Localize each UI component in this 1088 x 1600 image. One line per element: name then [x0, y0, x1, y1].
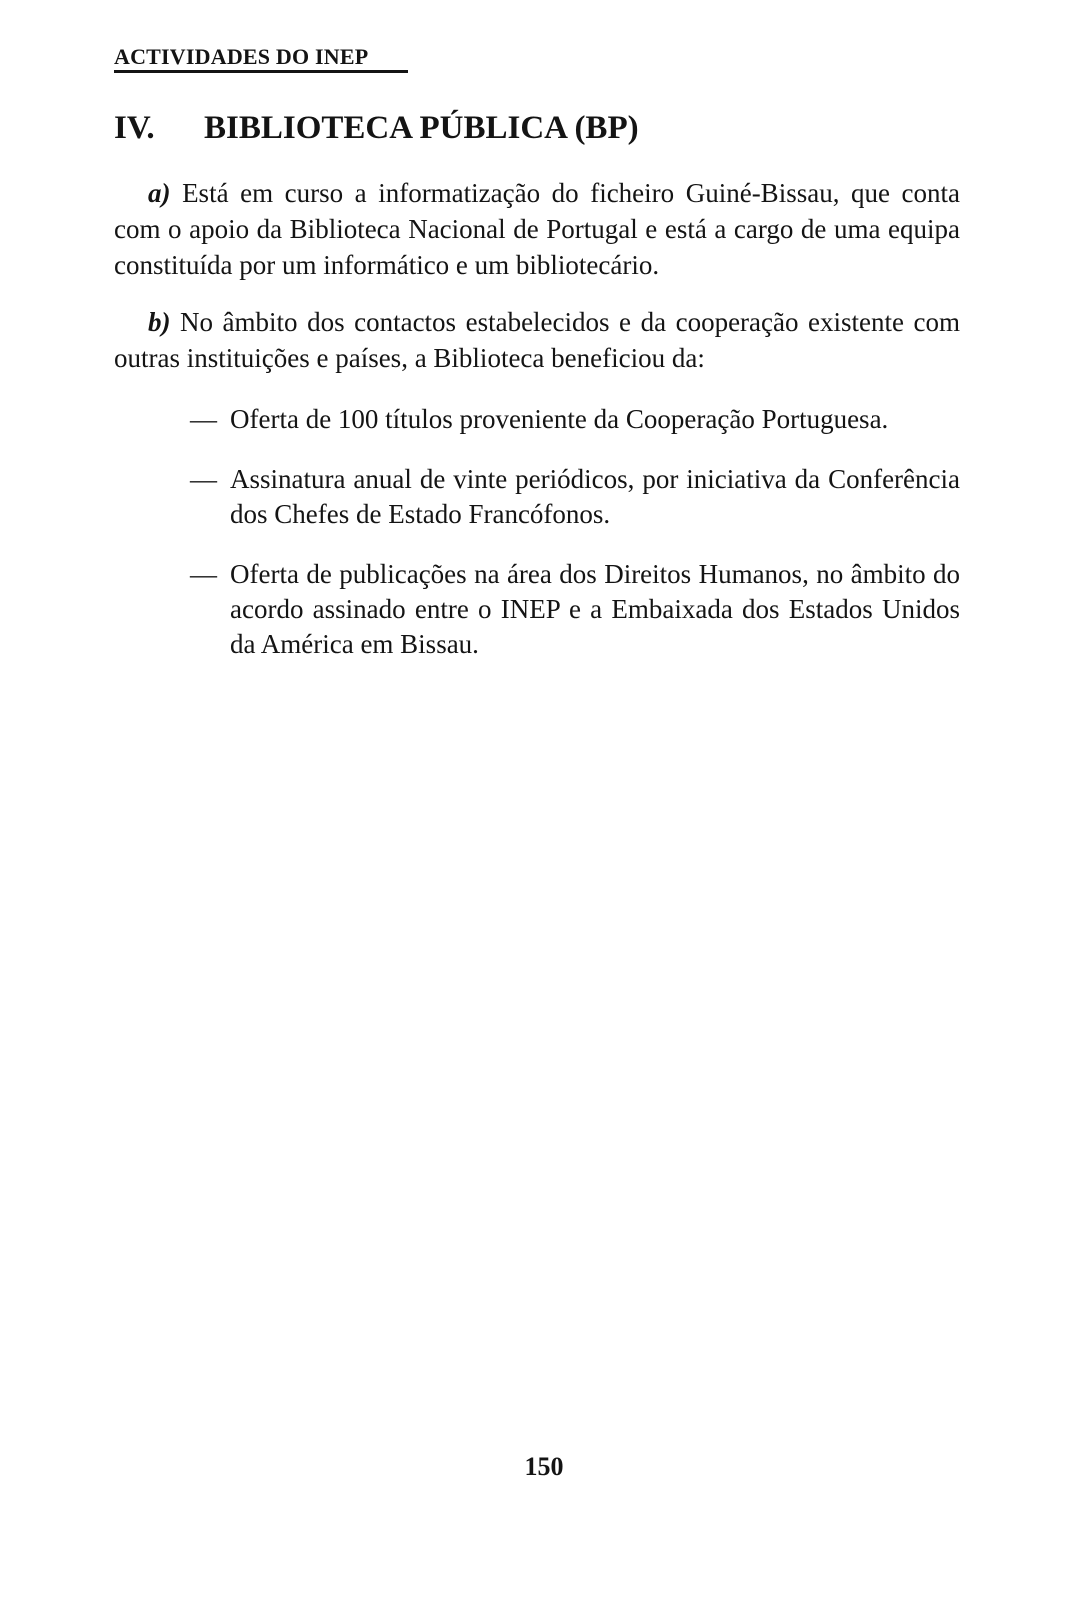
paragraph-a-text: Está em curso a informatização do ficheiro Guiné-Bissau, que conta com o apoio da Biblioteca Nacional de Portugal e está a cargo de uma equipa constituída por um informático e um bibliotecário. — [114, 178, 960, 280]
bullet-list — [190, 402, 960, 687]
list-item-text: Assinatura anual de vinte periódicos, por iniciativa da Conferência dos Chefes de Estado Francófonos. — [230, 464, 960, 529]
list-item-text: Oferta de publicações na área dos Direitos Humanos, no âmbito do acordo assinado entre o INEP e a Embaixada dos Estados Unidos da América em Bissau. — [230, 559, 960, 659]
list-item — [190, 402, 960, 437]
paragraph-b — [114, 304, 960, 376]
paragraph-b-label: b) — [148, 307, 171, 337]
em-dash-marker: — — [190, 559, 217, 589]
section-number: IV. — [114, 110, 155, 146]
paragraph-a — [114, 175, 960, 283]
section-title: BIBLIOTECA PÚBLICA (BP) — [204, 110, 639, 146]
paragraph-b-text: No âmbito dos contactos estabelecidos e da cooperação existente com outras instituições e países, a Biblioteca beneficiou da: — [114, 307, 960, 373]
list-item-text: Oferta de 100 títulos proveniente da Cooperação Portuguesa. — [230, 404, 889, 434]
page-number: 150 — [524, 1452, 564, 1481]
running-header: ACTIVIDADES DO INEP — [114, 44, 369, 69]
list-item — [190, 462, 960, 532]
section-heading — [114, 108, 639, 148]
em-dash-marker: — — [190, 464, 217, 494]
em-dash-marker: — — [190, 404, 217, 434]
header-underline — [114, 70, 408, 73]
list-item — [190, 557, 960, 662]
paragraph-a-label: a) — [148, 178, 171, 208]
